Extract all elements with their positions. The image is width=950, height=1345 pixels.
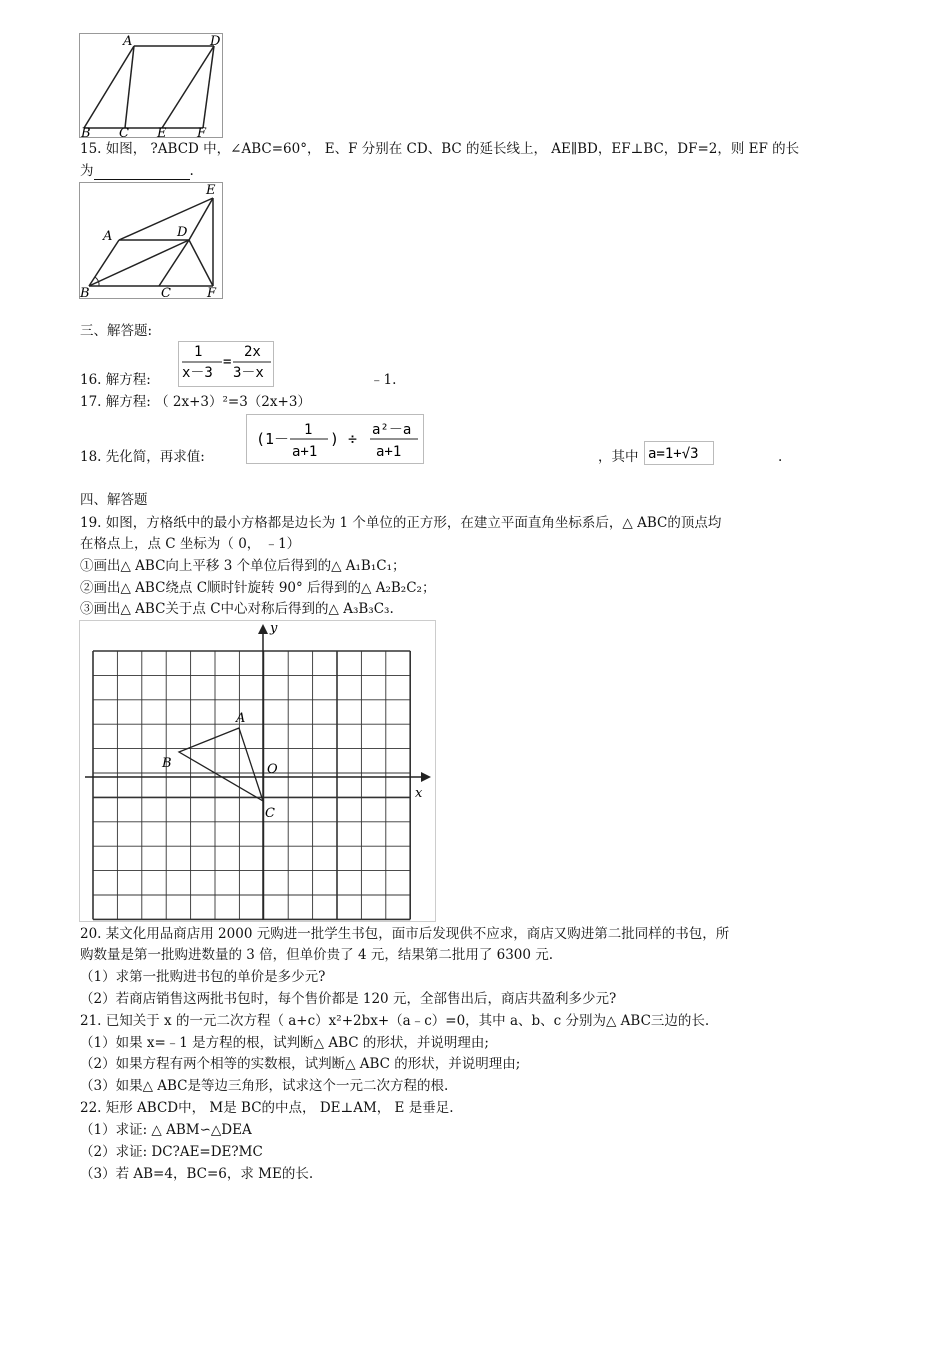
fig2-label-A: A: [103, 229, 113, 244]
q16-formula: [178, 341, 274, 387]
q18-expr-div: ) ÷: [330, 430, 358, 448]
q22-sub3: （3）若 AB=4，BC=6，求 ME的长.: [80, 1166, 314, 1182]
coordinate-grid: [79, 620, 436, 922]
q18-expr-open: (1－: [256, 430, 290, 448]
grid-label-C: C: [265, 806, 275, 821]
q15-line1: 15. 如图， ?ABCD 中，∠ABC=60°， E、F 分别在 CD、BC 的延长线上， AE∥BD，EF⊥BC，DF=2，则 EF 的长: [80, 141, 800, 157]
q19-line1: 19. 如图，方格纸中的最小方格都是边长为 1 个单位的正方形，在建立平面直角坐标系后，△ ABC的顶点均: [80, 515, 722, 531]
q15-line2: 为 .: [80, 163, 194, 179]
answer-blank: [94, 165, 190, 180]
q19-item2: ②画出△ ABC绕点 C顺时针旋转 90° 后得到的△ A₂B₂C₂；: [80, 580, 436, 596]
x-axis-arrow: [421, 772, 431, 782]
fig1-label-A: A: [123, 34, 133, 49]
q21-sub3: （3）如果△ ABC是等边三角形，试求这个一元二次方程的根.: [80, 1078, 449, 1094]
q16-frac2-num: 2x: [244, 344, 261, 360]
q20-sub2: （2）若商店销售这两批书包时，每个售价都是 120 元，全部售出后，商店共盈利多少元?: [80, 991, 617, 1007]
q16-frac2-den: 3－x: [233, 365, 264, 381]
q18-expr-num2: a²－a: [372, 422, 412, 438]
q16-suffix: ﹣1.: [370, 372, 397, 388]
q18-formula: [246, 414, 424, 464]
figure-parallelogram-1: [79, 33, 224, 139]
triangle-abc: [179, 728, 263, 801]
fig2-label-E: E: [206, 183, 216, 198]
q21-sub1: （1）如果 x=﹣1 是方程的根，试判断△ ABC 的形状，并说明理由;: [80, 1035, 489, 1051]
section3-heading: 三、解答题:: [80, 323, 153, 339]
q21-sub2: （2）如果方程有两个相等的实数根，试判断△ ABC 的形状，并说明理由;: [80, 1056, 521, 1072]
q18-condition-text: a=1+√3: [648, 446, 699, 462]
q19-line2: 在格点上，点 C 坐标为（ 0， ﹣1）: [80, 536, 301, 552]
grid-label-O: O: [267, 762, 278, 777]
fig1-label-E: E: [157, 126, 167, 139]
fig2-label-F: F: [207, 286, 217, 300]
q22-sub2: （2）求证: DC?AE=DE?MC: [80, 1144, 263, 1160]
grid-label-B: B: [162, 756, 172, 771]
q18-condition: [644, 441, 714, 465]
q20-sub1: （1）求第一批购进书包的单价是多少元?: [80, 969, 326, 985]
grid-label-A: A: [236, 711, 246, 726]
q22-sub1: （1）求证: △ ABM∽△DEA: [80, 1122, 252, 1138]
q16-eq: =: [223, 354, 232, 370]
q16-frac1-den: x－3: [182, 365, 213, 381]
q18-expr-den: a+1: [292, 444, 318, 460]
fig1-label-B: B: [81, 126, 91, 139]
figure-parallelogram-2: [79, 182, 224, 300]
section4-heading: 四、解答题: [80, 492, 148, 508]
fig1-label-F: F: [197, 126, 207, 139]
y-axis-arrow: [258, 624, 268, 634]
fig2-label-C: C: [161, 286, 171, 300]
q16-frac1-num: 1: [194, 344, 203, 360]
grid-label-y: y: [270, 621, 278, 636]
q20-line2: 购数量是第一批购进数量的 3 倍，但单价贵了 4 元，结果第二批用了 6300 元.: [80, 947, 554, 963]
fig2-label-D: D: [177, 225, 188, 240]
q19-item1: ①画出△ ABC向上平移 3 个单位后得到的△ A₁B₁C₁；: [80, 558, 406, 574]
q18-prefix: 18. 先化简，再求值:: [80, 449, 205, 465]
grid-label-x: x: [415, 786, 423, 801]
fig2-label-B: B: [80, 286, 90, 300]
fig1-label-C: C: [119, 126, 129, 139]
q17: 17. 解方程: （ 2x+3）²=3（2x+3）: [80, 394, 311, 410]
fig1-label-D: D: [210, 34, 221, 49]
q18-middle: ，其中: [598, 449, 639, 465]
q16-prefix: 16. 解方程:: [80, 372, 151, 388]
q19-item3: ③画出△ ABC关于点 C中心对称后得到的△ A₃B₃C₃.: [80, 601, 394, 617]
q18-expr-num: 1: [304, 422, 313, 438]
q21-line1: 21. 已知关于 x 的一元二次方程（ a+c）x²+2bx+（a﹣c）=0，其中 a、b、c 分别为△ ABC三边的长.: [80, 1013, 710, 1029]
q22-line1: 22. 矩形 ABCD中， M是 BC的中点， DE⊥AM， E 是垂足.: [80, 1100, 454, 1116]
q18-expr-den2: a+1: [376, 444, 402, 460]
q18-end: .: [778, 449, 783, 465]
q20-line1: 20. 某文化用品商店用 2000 元购进一批学生书包，面市后发现供不应求，商店又购进第二批同样的书包，所: [80, 926, 730, 942]
